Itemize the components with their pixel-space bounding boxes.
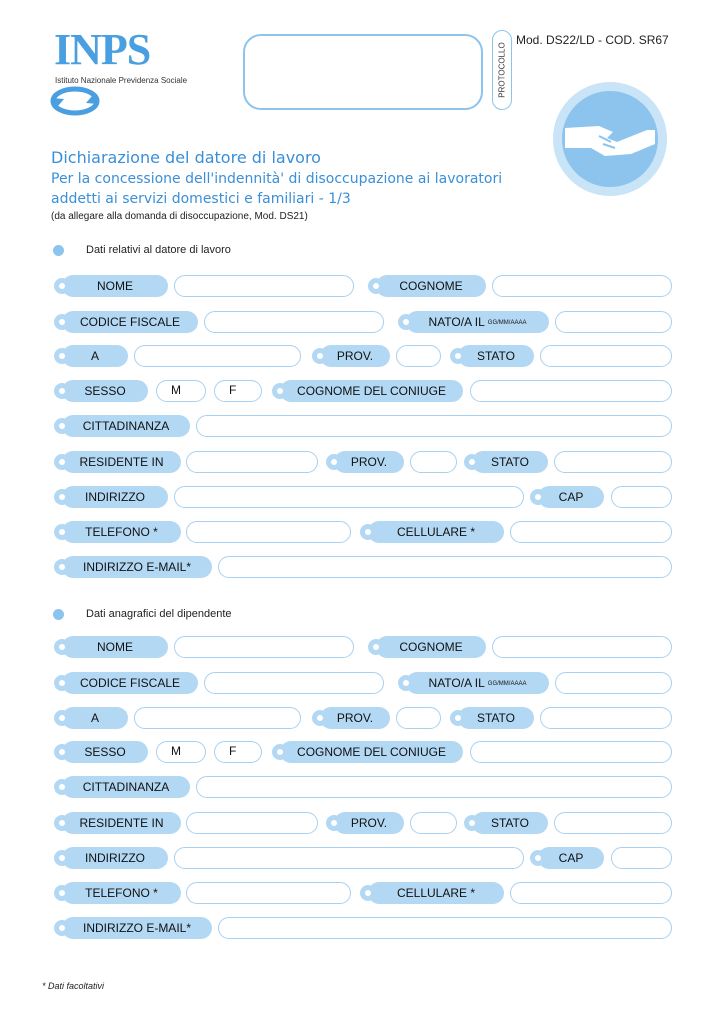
s2-nato-il-field[interactable] [555,672,672,694]
s1-codice-fiscale-label: CODICE FISCALE [62,311,198,333]
s2-cellulare-field[interactable] [510,882,672,904]
section1-title: Dati relativi al datore di lavoro [86,244,231,256]
s2-telefono-label: TELEFONO * [62,882,181,904]
s2-sesso-f-option[interactable]: F [214,741,262,763]
s1-sesso-f-option[interactable]: F [214,380,262,402]
section2-title: Dati anagrafici del dipendente [86,608,232,620]
s2-cellulare-label: CELLULARE * [368,882,504,904]
s1-indirizzo-label: INDIRIZZO [62,486,168,508]
s2-a-field[interactable] [134,707,301,729]
s1-nato-il-label: NATO/A IL GG/MM/AAAA [406,311,549,333]
s1-sesso-label: SESSO [62,380,148,402]
s2-stato2-label: STATO [472,812,548,834]
s1-cap-label: CAP [538,486,604,508]
s1-cellulare-label: CELLULARE * [368,521,504,543]
s2-codice-fiscale-label: CODICE FISCALE [62,672,198,694]
s1-cellulare-field[interactable] [510,521,672,543]
model-code: Mod. DS22/LD - COD. SR67 [516,33,669,47]
logo-swirl-icon [50,84,100,118]
s1-cittadinanza-field[interactable] [196,415,672,437]
s2-prov-label: PROV. [320,707,390,729]
s2-cognome-field[interactable] [492,636,672,658]
s2-prov-field[interactable] [396,707,441,729]
s2-a-label: A [62,707,128,729]
s1-cognome-field[interactable] [492,275,672,297]
s1-cap-field[interactable] [611,486,672,508]
handshake-emblem-icon [551,80,669,198]
s1-cognome-coniuge-label: COGNOME DEL CONIUGE [280,380,463,402]
logo-subtitle: Istituto Nazionale Previdenza Sociale [55,76,188,85]
s2-cap-label: CAP [538,847,604,869]
inps-logo: INPS [54,25,151,74]
section1-bullet [53,245,64,256]
s2-stato2-field[interactable] [554,812,672,834]
section2-bullet [53,609,64,620]
protocol-stamp-box [243,34,483,110]
s2-nato-il-label: NATO/A IL GG/MM/AAAA [406,672,549,694]
s2-sesso-label: SESSO [62,741,148,763]
s2-sesso-m-option[interactable]: M [156,741,206,763]
s1-email-field[interactable] [218,556,672,578]
form-subtitle-line2: addetti ai servizi domestici e familiari - 1/3 [51,191,351,207]
s1-residente-in-field[interactable] [186,451,318,473]
form-title: Dichiarazione del datore di lavoro [51,148,321,167]
s2-cittadinanza-label: CITTADINANZA [62,776,190,798]
s2-telefono-field[interactable] [186,882,351,904]
s1-telefono-label: TELEFONO * [62,521,181,543]
form-subtitle [51,169,521,209]
s2-indirizzo-label: INDIRIZZO [62,847,168,869]
s2-indirizzo-field[interactable] [174,847,524,869]
s2-codice-fiscale-field[interactable] [204,672,384,694]
s2-prov2-label: PROV. [334,812,404,834]
s1-a-label: A [62,345,128,367]
s2-stato-label: STATO [458,707,534,729]
s2-cognome-coniuge-field[interactable] [470,741,672,763]
s2-cap-field[interactable] [611,847,672,869]
s1-stato2-label: STATO [472,451,548,473]
s1-indirizzo-field[interactable] [174,486,524,508]
s1-sesso-m-option[interactable]: M [156,380,206,402]
s1-nome-field[interactable] [174,275,354,297]
s1-cognome-coniuge-field[interactable] [470,380,672,402]
s1-prov2-field[interactable] [410,451,457,473]
protocol-label: PROTOCOLLO [497,42,507,98]
s2-email-field[interactable] [218,917,672,939]
s2-cittadinanza-field[interactable] [196,776,672,798]
s1-prov2-label: PROV. [334,451,404,473]
s1-nato-il-field[interactable] [555,311,672,333]
s2-email-label: INDIRIZZO E-MAIL* [62,917,212,939]
footnote: * Dati facoltativi [42,981,105,991]
s1-telefono-field[interactable] [186,521,351,543]
s1-prov-field[interactable] [396,345,441,367]
s1-a-field[interactable] [134,345,301,367]
s1-cognome-label: COGNOME [376,275,486,297]
form-note: (da allegare alla domanda di disoccupazione, Mod. DS21) [51,211,308,222]
s2-stato-field[interactable] [540,707,672,729]
s1-nome-label: NOME [62,275,168,297]
s1-stato2-field[interactable] [554,451,672,473]
s2-cognome-label: COGNOME [376,636,486,658]
form-subtitle-line1: Per la concessione dell'indennità' di disoccupazione ai lavoratori [51,171,503,187]
s2-cognome-coniuge-label: COGNOME DEL CONIUGE [280,741,463,763]
s2-residente-in-label: RESIDENTE IN [62,812,181,834]
s1-codice-fiscale-field[interactable] [204,311,384,333]
protocol-tab [492,30,512,110]
s1-prov-label: PROV. [320,345,390,367]
s1-residente-in-label: RESIDENTE IN [62,451,181,473]
s2-residente-in-field[interactable] [186,812,318,834]
s1-email-label: INDIRIZZO E-MAIL* [62,556,212,578]
s1-stato-label: STATO [458,345,534,367]
s1-cittadinanza-label: CITTADINANZA [62,415,190,437]
s2-nome-label: NOME [62,636,168,658]
s1-stato-field[interactable] [540,345,672,367]
s2-prov2-field[interactable] [410,812,457,834]
s2-nome-field[interactable] [174,636,354,658]
